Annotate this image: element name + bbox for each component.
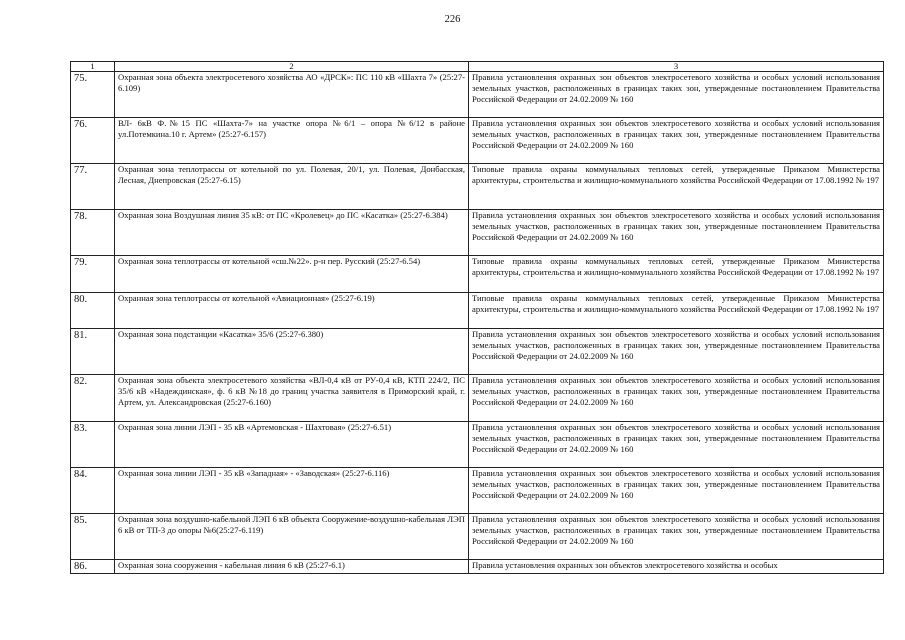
legal-basis-cell: Правила установления охранных зон объектов электросетевого хозяйства и особых условий использования земельных участков, расположенных в границах таких зон, утвержденные постановлением Правительства Российской Федерации от 24.02.2009 № 160: [469, 118, 884, 164]
row-number-cell: 79.: [71, 256, 115, 293]
legal-basis-cell: Типовые правила охраны коммунальных тепловых сетей, утвержденные Приказом Министерства архитектуры, строительства и жилищно-коммунального хозяйства Российской Федерации от 17.08.1992 № 197: [469, 164, 884, 210]
row-number-cell: 84.: [71, 468, 115, 514]
row-number-cell: 75.: [71, 72, 115, 118]
legal-basis-cell: Правила установления охранных зон объектов электросетевого хозяйства и особых условий использования земельных участков, расположенных в границах таких зон, утвержденные постановлением Правительства Российской Федерации от 24.02.2009 № 160: [469, 514, 884, 560]
row-number-cell: 86.: [71, 560, 115, 574]
row-number-cell: 82.: [71, 375, 115, 422]
zone-name-cell: Охранная зона теплотрассы от котельной «сш.№22». р-н пер. Русский (25:27-6.54): [115, 256, 469, 293]
header-col-3: 3: [469, 62, 884, 72]
zone-name-cell: Охранная зона воздушно-кабельной ЛЭП 6 кВ объекта Сооружение-воздушно-кабельная ЛЭП 6 кВ от ТП-3 до опоры №6(25:27-6.119): [115, 514, 469, 560]
zone-name-cell: Охранная зона линии ЛЭП - 35 кВ «Артемовская - Шахтовая» (25:27-6.51): [115, 422, 469, 468]
table-header-row: [71, 62, 884, 72]
zone-name-cell: Охранная зона объекта электросетевого хозяйства «ВЛ-0,4 кВ от РУ-0,4 кВ, КТП 224/2, ПС 35/6 кВ «Надеждинская», ф. 6 кВ №18 до границ участка заявителя в Приморский край, г. Артем, ул. Александровская (25:27-6.160): [115, 375, 469, 422]
zone-name-cell: Охранная зона объекта электросетевого хозяйства АО «ДРСК»: ПС 110 кВ «Шахта 7» (25:27-6.109): [115, 72, 469, 118]
legal-basis-cell: Правила установления охранных зон объектов электросетевого хозяйства и особых условий использования земельных участков, расположенных в границах таких зон, утвержденные постановлением Правительства Российской Федерации от 24.02.2009 № 160: [469, 210, 884, 256]
table-row: [71, 210, 884, 256]
table-row: [71, 329, 884, 375]
table-row: [71, 560, 884, 574]
table-row: [71, 468, 884, 514]
table-row: [71, 118, 884, 164]
legal-basis-cell: Правила установления охранных зон объектов электросетевого хозяйства и особых условий использования земельных участков, расположенных в границах таких зон, утвержденные постановлением Правительства Российской Федерации от 24.02.2009 № 160: [469, 375, 884, 422]
header-col-2: 2: [115, 62, 469, 72]
legal-basis-cell: Типовые правила охраны коммунальных тепловых сетей, утвержденные Приказом Министерства архитектуры, строительства и жилищно-коммунального хозяйства Российской Федерации от 17.08.1992 № 197: [469, 293, 884, 329]
header-col-1: 1: [71, 62, 115, 72]
table-row: [71, 422, 884, 468]
table-row: [71, 514, 884, 560]
row-number-cell: 81.: [71, 329, 115, 375]
zones-table: [70, 61, 884, 574]
zone-name-cell: Охранная зона линии ЛЭП - 35 кВ «Западная» - «Заводская» (25:27-6.116): [115, 468, 469, 514]
table-row: [71, 72, 884, 118]
legal-basis-cell: Правила установления охранных зон объектов электросетевого хозяйства и особых условий использования земельных участков, расположенных в границах таких зон, утвержденные постановлением Правительства Российской Федерации от 24.02.2009 № 160: [469, 329, 884, 375]
zone-name-cell: Охранная зона Воздушная линия 35 кВ: от ПС «Кролевец» до ПС «Касатка» (25:27-6.384): [115, 210, 469, 256]
row-number-cell: 77.: [71, 164, 115, 210]
row-number-cell: 80.: [71, 293, 115, 329]
legal-basis-cell: Типовые правила охраны коммунальных тепловых сетей, утвержденные Приказом Министерства архитектуры, строительства и жилищно-коммунального хозяйства Российской Федерации от 17.08.1992 № 197: [469, 256, 884, 293]
table-row: [71, 164, 884, 210]
zone-name-cell: Охранная зона теплотрассы от котельной по ул. Полевая, 20/1, ул. Полевая, Донбасская, Лесная, Днепровская (25:27-6.15): [115, 164, 469, 210]
legal-basis-cell: Правила установления охранных зон объектов электросетевого хозяйства и особых условий использования земельных участков, расположенных в границах таких зон, утвержденные постановлением Правительства Российской Федерации от 24.02.2009 № 160: [469, 468, 884, 514]
table-row: [71, 256, 884, 293]
page-number: 226: [444, 14, 461, 25]
legal-basis-cell: Правила установления охранных зон объектов электросетевого хозяйства и особых условий использования земельных участков, расположенных в границах таких зон, утвержденные постановлением Правительства Российской Федерации от 24.02.2009 № 160: [469, 72, 884, 118]
zones-table-body: [71, 62, 884, 574]
row-number-cell: 85.: [71, 514, 115, 560]
row-number-cell: 76.: [71, 118, 115, 164]
legal-basis-cell: Правила установления охранных зон объектов электросетевого хозяйства и особых условий использования земельных участков, расположенных в границах таких зон, утвержденные постановлением Правительства Российской Федерации от 24.02.2009 № 160: [469, 422, 884, 468]
zone-name-cell: Охранная зона сооружения - кабельная линия 6 кВ (25:27-6.1): [115, 560, 469, 574]
row-number-cell: 83.: [71, 422, 115, 468]
legal-basis-cell: Правила установления охранных зон объектов электросетевого хозяйства и особых: [469, 560, 884, 574]
table-row: [71, 293, 884, 329]
row-number-cell: 78.: [71, 210, 115, 256]
table-row: [71, 375, 884, 422]
zone-name-cell: Охранная зона теплотрассы от котельной «Авиационная» (25:27-6.19): [115, 293, 469, 329]
zone-name-cell: ВЛ- 6кВ Ф.№15 ПС «Шахта-7» на участке опора №6/1 – опора №6/12 в районе ул.Потемкина.10 г. Артем» (25:27-6.157): [115, 118, 469, 164]
zone-name-cell: Охранная зона подстанции «Касатка» 35/6 (25:27-6.380): [115, 329, 469, 375]
